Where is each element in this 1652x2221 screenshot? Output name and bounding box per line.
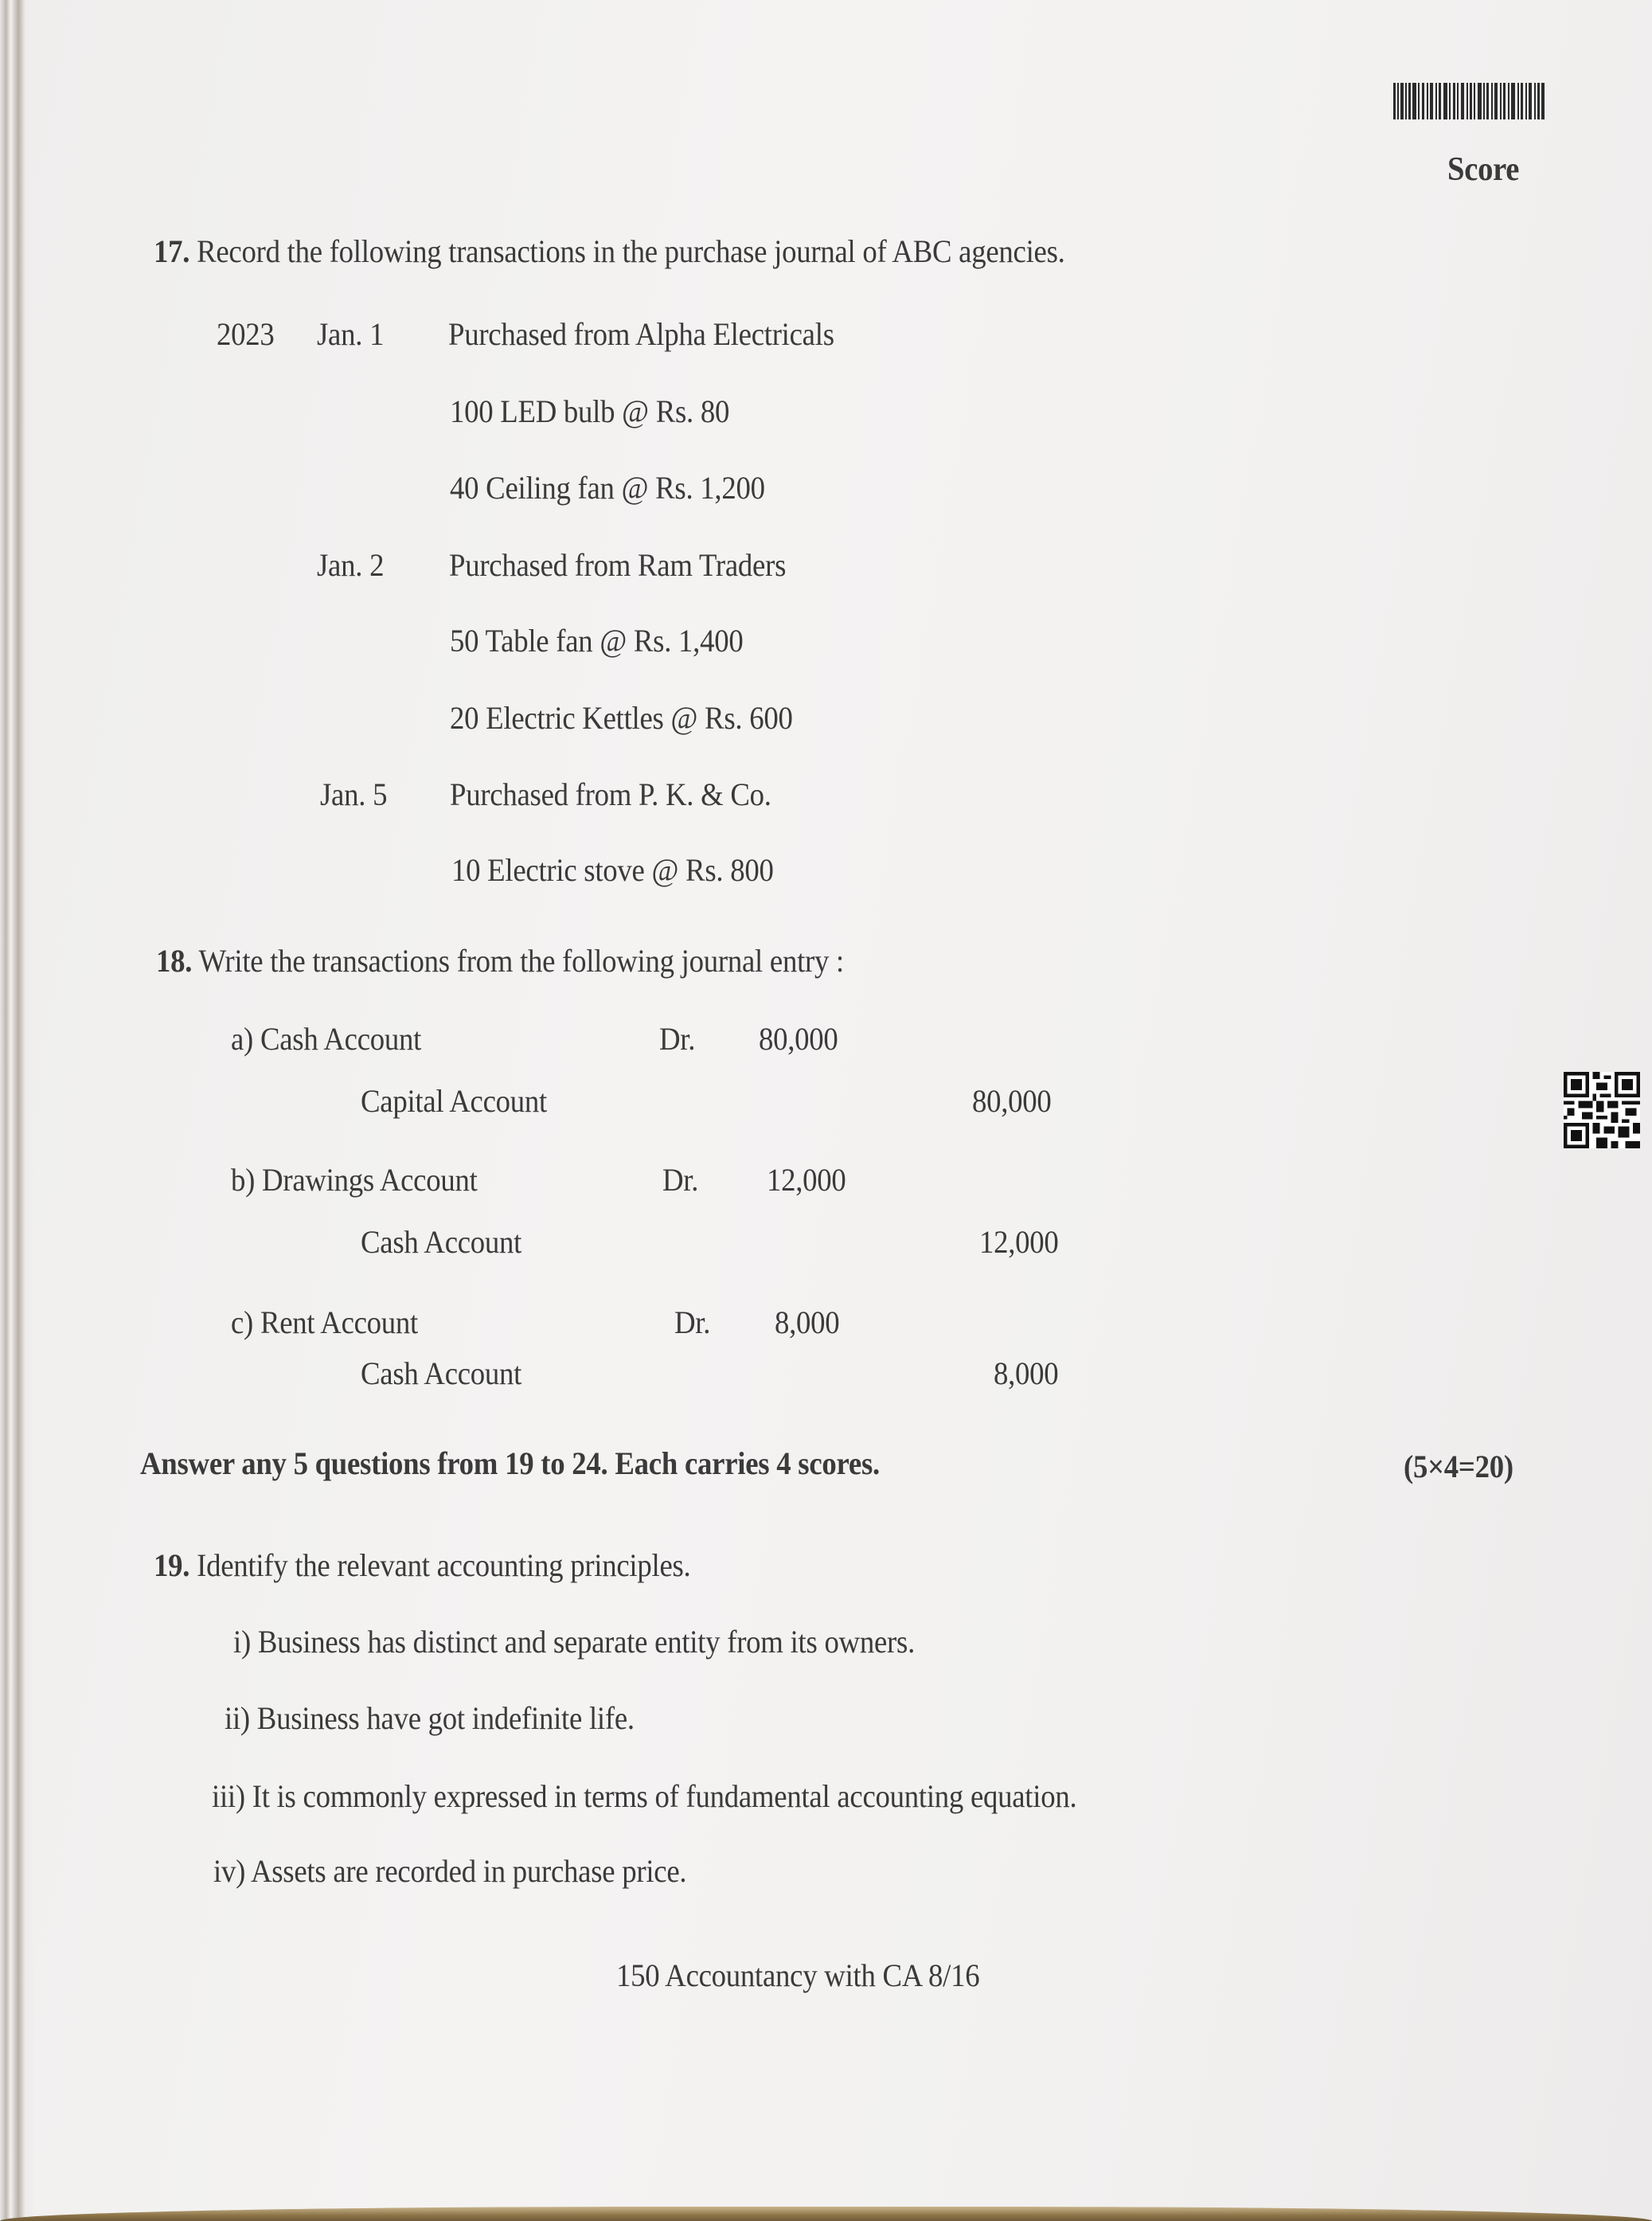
dr-label: Dr. [659, 1021, 696, 1057]
barcode-icon [1393, 83, 1545, 119]
item-label: ii) [225, 1700, 250, 1736]
debit-amount: 12,000 [767, 1162, 846, 1198]
entry-label: b) [231, 1162, 256, 1198]
q17-item: 10 Electric stove @ Rs. 800 [451, 852, 774, 888]
credit-account: Cash Account [361, 1355, 522, 1391]
entry-label: c) [231, 1304, 254, 1340]
q17-item: 100 LED bulb @ Rs. 80 [450, 393, 730, 429]
journal-entry-a-debit [231, 1023, 421, 1055]
dr-label: Dr. [662, 1162, 699, 1198]
debit-account: Rent Account [260, 1304, 419, 1340]
question-number: 17. [154, 233, 190, 269]
q17-year: 2023 [217, 316, 275, 352]
q17-item: 20 Electric Kettles @ Rs. 600 [450, 700, 793, 736]
journal-entry-b-debit [231, 1164, 478, 1196]
debit-account: Cash Account [260, 1021, 422, 1057]
question-prompt: Identify the relevant accounting principles. [197, 1547, 691, 1583]
entry-label: a) [231, 1021, 254, 1057]
q17-item: 40 Ceiling fan @ Rs. 1,200 [450, 470, 765, 506]
q17-description: Purchased from Alpha Electricals [448, 316, 834, 352]
item-text: Business has distinct and separate entity from its owners. [257, 1624, 916, 1660]
section-instruction: Answer any 5 questions from 19 to 24. Each carries 4 scores. [140, 1445, 880, 1481]
q17-item: 50 Table fan @ Rs. 1,400 [450, 623, 744, 659]
q17-date: Jan. 5 [320, 776, 388, 812]
q17-date: Jan. 2 [317, 547, 385, 583]
item-text: Assets are recorded in purchase price. [250, 1853, 687, 1889]
item-text: It is commonly expressed in terms of fundamental accounting equation. [252, 1778, 1077, 1814]
question-number: 19. [154, 1547, 190, 1583]
dr-label: Dr. [674, 1304, 711, 1340]
qr-code-icon [1564, 1072, 1640, 1148]
page-footer: 150 Accountancy with CA 8/16 [616, 1957, 980, 1993]
question-19 [154, 1547, 691, 1583]
credit-account: Cash Account [361, 1224, 522, 1260]
q19-item [233, 1626, 915, 1658]
q19-item [212, 1778, 1077, 1814]
section-marks: (5×4=20) [1404, 1449, 1513, 1484]
q19-item [213, 1855, 686, 1887]
question-prompt: Write the transactions from the following journal entry : [198, 943, 845, 979]
question-prompt: Record the following transactions in the purchase journal of ABC agencies. [197, 233, 1065, 269]
credit-amount: 8,000 [994, 1355, 1059, 1391]
credit-amount: 80,000 [972, 1083, 1052, 1119]
item-text: Business have got indefinite life. [256, 1700, 635, 1736]
credit-account: Capital Account [361, 1083, 547, 1119]
debit-account: Drawings Account [262, 1162, 478, 1198]
credit-amount: 12,000 [979, 1224, 1059, 1260]
debit-amount: 8,000 [775, 1304, 840, 1340]
debit-amount: 80,000 [759, 1021, 838, 1057]
item-label: iii) [212, 1778, 245, 1814]
item-label: iv) [213, 1853, 246, 1889]
score-label: Score [1447, 151, 1520, 188]
page-left-edge [0, 0, 33, 2221]
question-17 [154, 233, 1065, 269]
journal-entry-c-debit [231, 1304, 419, 1340]
question-18 [156, 945, 844, 977]
q17-date: Jan. 1 [317, 316, 385, 352]
item-label: i) [233, 1624, 251, 1660]
q17-description: Purchased from P. K. & Co. [450, 776, 771, 812]
question-number: 18. [156, 943, 193, 979]
q17-description: Purchased from Ram Traders [449, 547, 787, 583]
page-bottom-edge [0, 2207, 1652, 2221]
q19-item [225, 1700, 635, 1736]
